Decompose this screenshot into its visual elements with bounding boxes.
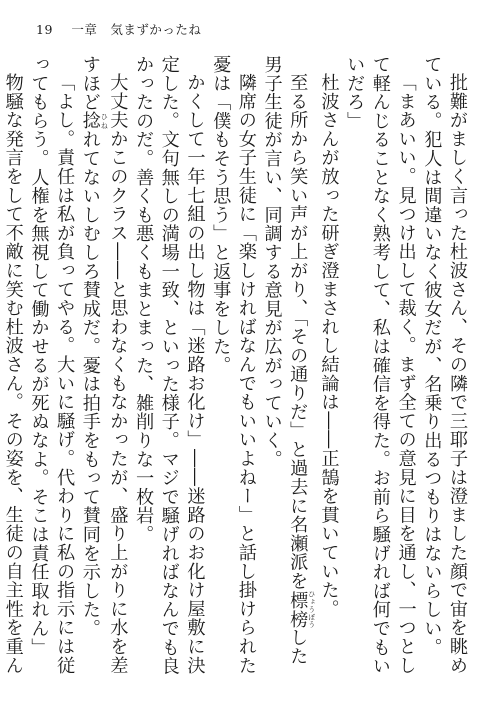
paragraph: 杜波さんが放った研ぎ澄まされし結論は――正鵠を貫いていた。 xyxy=(318,73,340,619)
paragraph: 批難がましく言った杜波さん、その隣で三耶子は澄ました顔で宙を眺めている。犯人は間違いなく彼女だが、名乗り出るつもりはないらしい。 xyxy=(421,55,468,675)
ruby-reading: ひね xyxy=(100,111,109,131)
ruby-base: 捻 xyxy=(79,111,101,131)
paragraph: 「まあいい。見つけ出して裁く。まず全ての意見に目を通し、一つとして軽んじることなく熟考して、私は確信を得た。お前ら騒げれば何でもいいだろ」 xyxy=(344,55,417,676)
running-header xyxy=(36,20,201,38)
paragraph: 物騒な発言をして不敵に笑む杜波さん。その姿を、生徒の自主性を重ん xyxy=(2,73,24,675)
text-run: 大丈夫かこのクラス――と思わなくもなかったが、盛り上がりに水を差すほど xyxy=(79,55,129,675)
paragraph: かくして一年七組の出し物は「迷路お化け」――迷路のお化け屋敷に決定した。文句無しの満場一致、といった様子。マジで騒げればなんでも良かったのだ。善くも悪くもまとまった、雑削りな一枚岩。 xyxy=(133,55,206,676)
text-run: した男子生徒が言い、同調する意見が広がっていく。 xyxy=(261,55,309,666)
ruby-base: 標榜 xyxy=(287,590,309,629)
text-run: 至る所から笑い声が上がり、「その通りだ」と過去に名瀬派を xyxy=(287,73,309,591)
paragraph: 隣席の女子生徒に「楽しければなんでもいいよねー」と話し掛けられた憂は「僕もそう思う」と返事をした。 xyxy=(210,55,257,675)
chapter-title: 一章 気まずかったね xyxy=(71,22,202,37)
text-run: れてないしむしろ賛成だ。憂は拍手をもって賛同を示した。 xyxy=(79,130,101,638)
vertical-text-body xyxy=(2,55,470,680)
ruby-word xyxy=(287,590,316,629)
ruby-word xyxy=(79,111,109,131)
paragraph: 「よし。責任は私が負ってやる。大いに騒げ。代わりに私の指示には従ってもらう。人権を無視して働かせるが死ぬなよ。そこは責任取れん」 xyxy=(28,55,76,675)
page-number: 19 xyxy=(36,22,53,37)
ruby-reading: ひょうぼう xyxy=(307,590,316,629)
paragraph xyxy=(77,55,130,680)
paragraph xyxy=(259,55,316,680)
